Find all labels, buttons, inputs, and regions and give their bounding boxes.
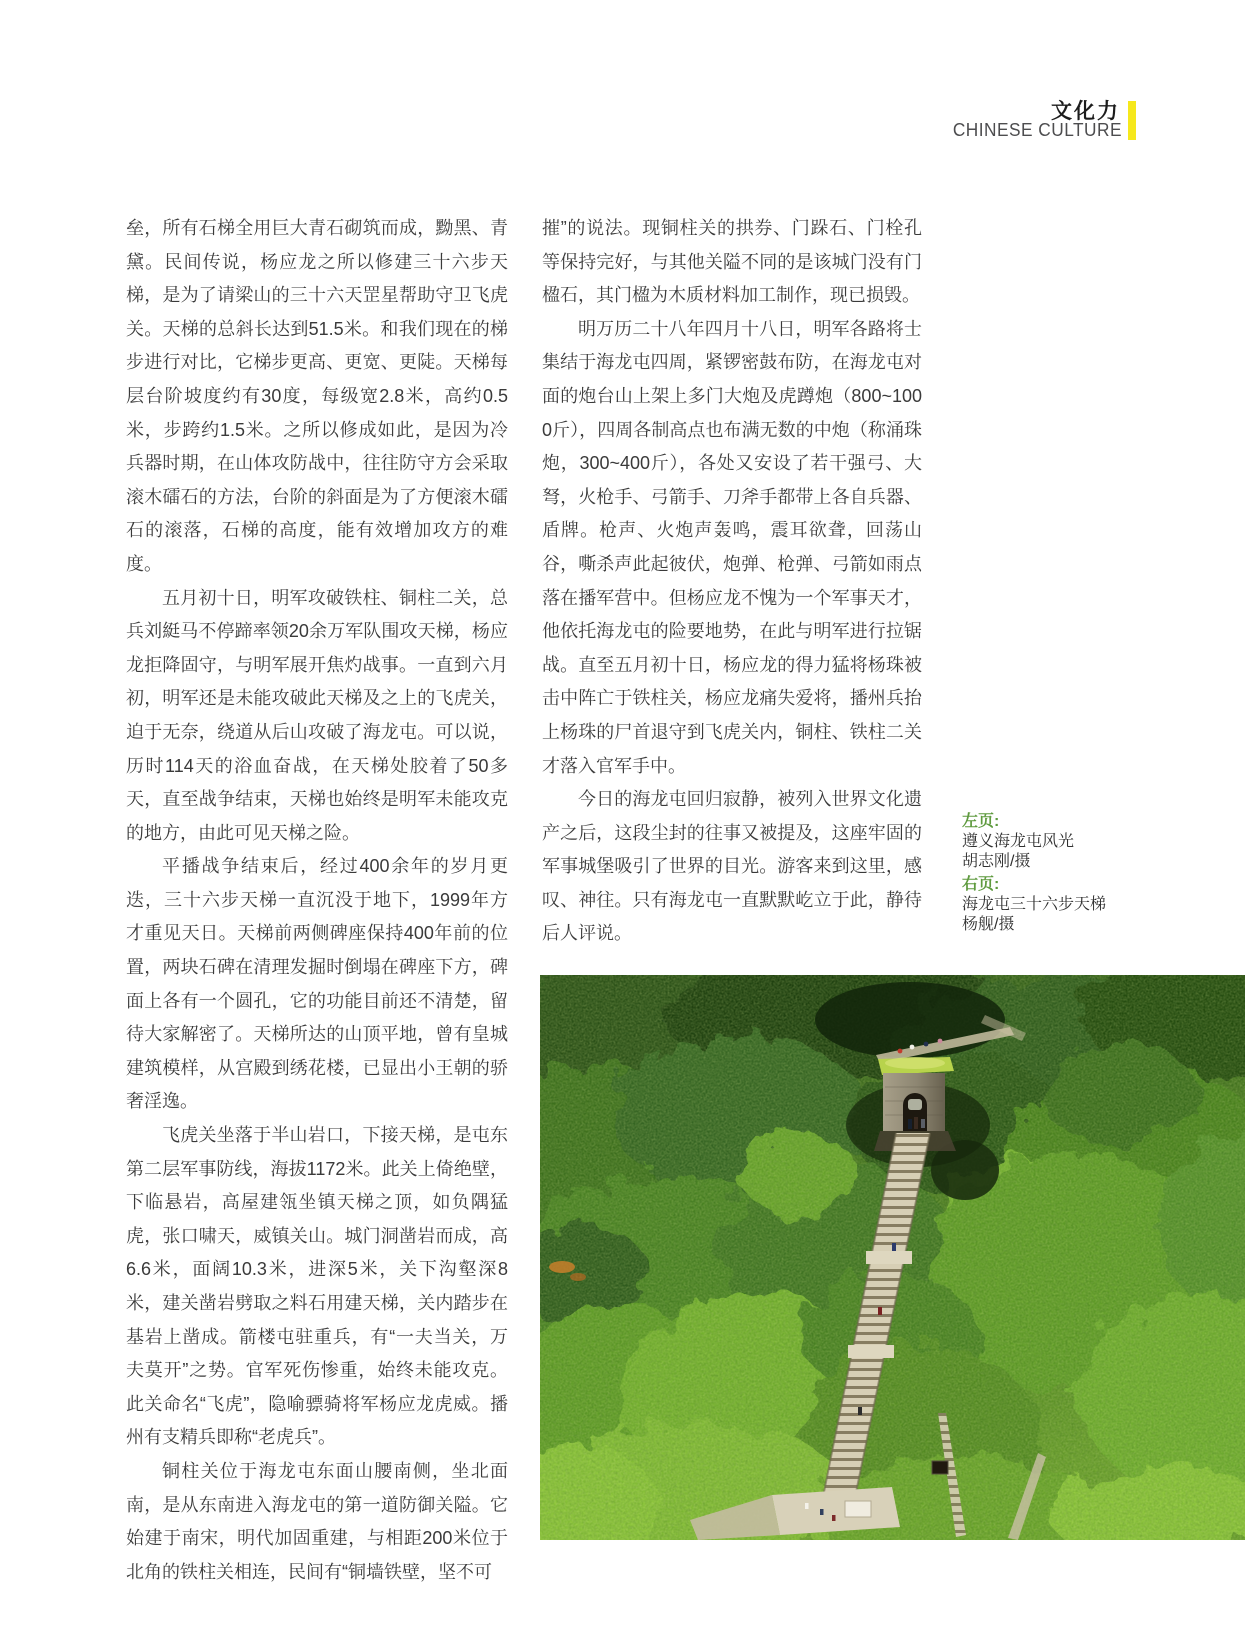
- paragraph: 平播战争结束后，经过400余年的岁月更迭，三十六步天梯一直沉没于地下，1999年方才重见天日。天梯前两侧碑座保持400年前的位置，两块石碑在清理发掘时倒塌在碑座下方，碑面上各有一个圆孔，它的功能目前还不清楚，留待大家解密了。天梯所达的山顶平地，曾有皇城建筑模样，从宫殿到绣花楼，已显出小王朝的骄奢淫逸。: [126, 856, 508, 1112]
- paragraph: 铜柱关位于海龙屯东面山腰南侧，坐北面南，是从东南进入海龙屯的第一道防御关隘。它始建于南宋，明代加固重建，与相距200米位于北角的铁柱关相连，民间有“铜墙铁壁，坚不可: [126, 1460, 508, 1582]
- paragraph: 五月初十日，明军攻破铁柱、铜柱二关，总兵刘綎马不停蹄率领20余万军队围攻天梯，杨应龙拒降固守，与明军展开焦灼战事。一直到六月初，明军还是未能攻破此天梯及之上的飞虎关，迫于无奈，绕道从后山攻破了海龙屯。可以说，历时114天的浴血奋战，在天梯处胶着了50多天，直至战争结束，天梯也始终是明军未能攻克的地方，由此可见天梯之险。: [126, 587, 508, 843]
- stair-landing: [848, 1345, 894, 1358]
- paragraph: 明万历二十八年四月十八日，明军各路将士集结于海龙屯四周，紧锣密鼓布防，在海龙屯对面的炮台山上架上多门大炮及虎蹲炮（800~1000斤），四周各制高点也布满无数的中炮（称涌珠炮，300~400斤），各处又安设了若干强弓、大弩，火枪手、弓箭手、刀斧手都带上各自兵器、盾牌。枪声、火炮声轰鸣，震耳欲聋，回荡山谷，嘶杀声此起彼伏，炮弹、枪弹、弓箭如雨点落在播军营中。但杨应龙不愧为一个军事天才，他依托海龙屯的险要地势，在此与明军进行拉锯战。直至五月初十日，杨应龙的得力猛将杨珠被击中阵亡于铁柱关，杨应龙痛失爱将，播州兵抬上杨珠的尸首退守到飞虎关内，铜柱、铁柱二关才落入官军手中。: [542, 318, 922, 776]
- paragraph: 今日的海龙屯回归寂静，被列入世界文化遗产之后，这段尘封的往事又被提及，这座牢固的军事城堡吸引了世界的目光。游客来到这里，感叹、神往。只有海龙屯一直默默屹立于此，静待后人评说。: [542, 789, 922, 944]
- caption-label-right-page: 右页:: [962, 876, 1000, 893]
- section-title-en: CHINESE CULTURE: [952, 120, 1122, 140]
- paragraph: 摧”的说法。现铜柱关的拱券、门跺石、门栓孔等保持完好，与其他关隘不同的是该城门没有门楹石，其门楹为木质材料加工制作，现已损毁。: [542, 218, 922, 306]
- caption-title: 海龙屯三十六步天梯: [962, 896, 1107, 913]
- section-title-cn: 文化力: [1051, 100, 1120, 123]
- stair-visitor: [858, 1407, 862, 1415]
- paragraph: 垒，所有石梯全用巨大青石砌筑而成，黝黑、青黛。民间传说，杨应龙之所以修建三十六步天梯，是为了请梁山的三十六天罡星帮助守卫飞虎关。天梯的总斜长达到51.5米。和我们现在的梯步进行对比，它梯步更高、更宽、更陡。天梯每层台阶坡度约有30度，每级宽2.8米，高约0.5米，步跨约1.5米。之所以修成如此，是因为冷兵器时期，在山体攻防战中，往往防守方会采取滚木礌石的方法，台阶的斜面是为了方便滚木礌石的滚落，石梯的高度，能有效增加攻方的难度。: [126, 218, 508, 574]
- plaza-canopy-tent: [845, 1501, 871, 1517]
- trail-gate-ruin: [932, 1461, 948, 1474]
- photo-captions: [962, 812, 1192, 935]
- caption-label-left-page: 左页:: [962, 813, 1000, 830]
- photo-hailongtun-staircase: [540, 975, 1245, 1540]
- stair-visitor: [878, 1307, 882, 1315]
- stair-visitor: [892, 1243, 896, 1251]
- paragraph: 飞虎关坐落于半山岩口，下接天梯，是屯东第二层军事防线，海拔1172米。此关上倚绝壁，下临悬岩，高屋建瓴坐镇天梯之顶，如负隅猛虎，张口啸天，威镇关山。城门洞凿岩而成，高6.6米，面阔10.3米，进深5米，关下沟壑深8米，建关凿岩劈取之料石用建天梯，关内踏步在基岩上凿成。箭楼屯驻重兵，有“一夫当关，万夫莫开”之势。官军死伤惨重，始终未能攻克。此关命名“飞虎”，隐喻骠骑将军杨应龙虎威。播州有支精兵即称“老虎兵”。: [126, 1125, 508, 1448]
- text-column-right: [542, 212, 922, 951]
- caption-credit: 杨舰/摄: [962, 916, 1015, 933]
- text-column-left: [126, 212, 508, 1589]
- forest-photo-svg: [540, 975, 1245, 1540]
- stair-landing: [866, 1251, 912, 1264]
- header-accent-bar: [1128, 101, 1136, 140]
- caption-credit: 胡志刚/摄: [962, 853, 1031, 870]
- caption-title: 遵义海龙屯风光: [962, 833, 1075, 850]
